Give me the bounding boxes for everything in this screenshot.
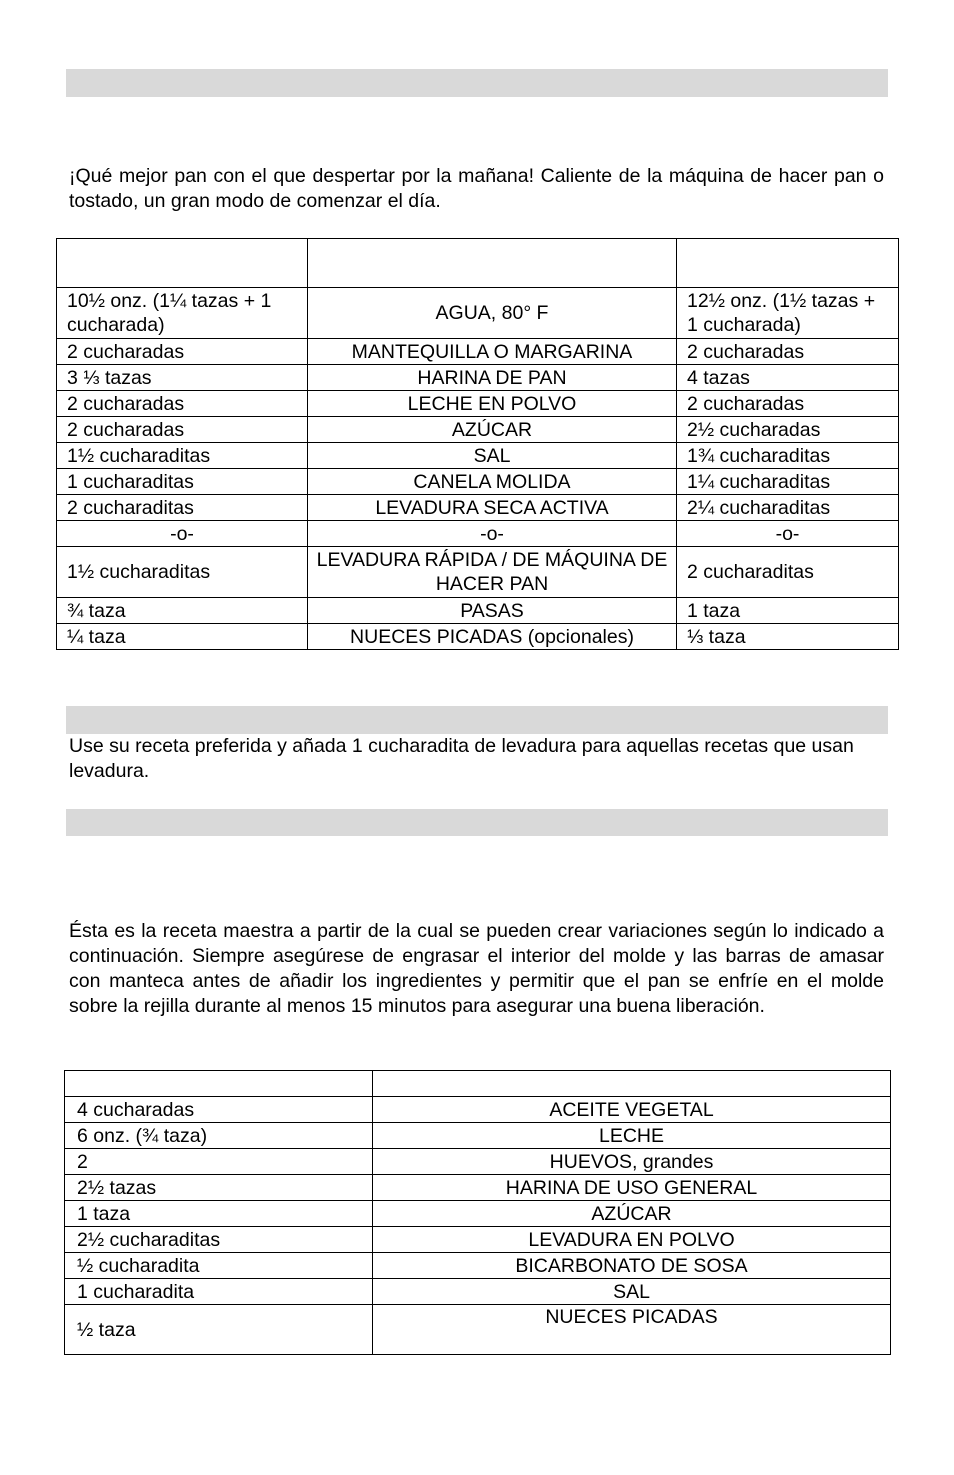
table-row xyxy=(57,365,899,391)
table-row xyxy=(65,1279,891,1305)
quantity: ½ taza xyxy=(65,1305,373,1355)
table-row xyxy=(57,417,899,443)
table-row xyxy=(57,495,899,521)
ingredient: BICARBONATO DE SOSA xyxy=(373,1253,891,1279)
or-label: -o- xyxy=(57,521,308,547)
intro-paragraph: ¡Qué mejor pan con el que despertar por la mañana! Caliente de la máquina de hacer pan o tostado, un gran modo de comenzar el día. xyxy=(69,165,884,212)
table-row xyxy=(65,1123,891,1149)
section-header-band-3 xyxy=(66,809,888,836)
quantity: 1 cucharadita xyxy=(65,1279,373,1305)
small-loaf-qty: 3 ⅓ tazas xyxy=(57,365,308,391)
bread-ingredients-table xyxy=(56,238,899,650)
table-header-row xyxy=(57,239,899,288)
ingredient: LECHE xyxy=(373,1123,891,1149)
small-loaf-qty: ¼ taza xyxy=(57,624,308,650)
header-cell xyxy=(308,239,677,288)
quick-bread-ingredients-table xyxy=(64,1070,891,1355)
small-loaf-qty: 2 cucharadas xyxy=(57,417,308,443)
ingredient: NUECES PICADAS (opcionales) xyxy=(308,624,677,650)
large-loaf-qty: 4 tazas xyxy=(677,365,899,391)
table-row-or-separator xyxy=(57,521,899,547)
table-row xyxy=(57,443,899,469)
small-loaf-qty: 10½ onz. (1¼ tazas + 1 cucharada) xyxy=(57,288,308,339)
table-row xyxy=(65,1149,891,1175)
ingredient: ACEITE VEGETAL xyxy=(373,1097,891,1123)
or-label: -o- xyxy=(308,521,677,547)
table-row xyxy=(57,624,899,650)
section-header-band-2 xyxy=(66,706,888,734)
ingredient: LECHE EN POLVO xyxy=(308,391,677,417)
quantity: 6 onz. (¾ taza) xyxy=(65,1123,373,1149)
ingredient: NUECES PICADAS xyxy=(373,1305,891,1355)
quantity: 4 cucharadas xyxy=(65,1097,373,1123)
small-loaf-qty: 1½ cucharaditas xyxy=(57,547,308,598)
header-cell xyxy=(677,239,899,288)
quantity: ½ cucharadita xyxy=(65,1253,373,1279)
large-loaf-qty: 1¼ cucharaditas xyxy=(677,469,899,495)
large-loaf-qty: 1 taza xyxy=(677,598,899,624)
ingredient: LEVADURA EN POLVO xyxy=(373,1227,891,1253)
small-loaf-qty: 1½ cucharaditas xyxy=(57,443,308,469)
table-row xyxy=(65,1175,891,1201)
large-loaf-qty: ⅓ taza xyxy=(677,624,899,650)
table-row xyxy=(65,1201,891,1227)
ingredient: AZÚCAR xyxy=(308,417,677,443)
ingredient: AZÚCAR xyxy=(373,1201,891,1227)
table-row xyxy=(57,469,899,495)
ingredient: SAL xyxy=(373,1279,891,1305)
large-loaf-qty: 2 cucharadas xyxy=(677,339,899,365)
large-loaf-qty: 2¼ cucharaditas xyxy=(677,495,899,521)
header-cell xyxy=(373,1071,891,1097)
small-loaf-qty: 1 cucharaditas xyxy=(57,469,308,495)
quantity: 2 xyxy=(65,1149,373,1175)
table-row xyxy=(65,1253,891,1279)
header-cell xyxy=(65,1071,373,1097)
large-loaf-qty: 1¾ cucharaditas xyxy=(677,443,899,469)
large-loaf-qty: 2½ cucharadas xyxy=(677,417,899,443)
small-loaf-qty: 2 cucharadas xyxy=(57,339,308,365)
ingredient: SAL xyxy=(308,443,677,469)
table-row xyxy=(57,598,899,624)
ingredient: HUEVOS, grandes xyxy=(373,1149,891,1175)
ingredient: HARINA DE USO GENERAL xyxy=(373,1175,891,1201)
section-header-band-1 xyxy=(66,69,888,97)
small-loaf-qty: 2 cucharadas xyxy=(57,391,308,417)
table-row xyxy=(57,339,899,365)
ingredient: AGUA, 80° F xyxy=(308,288,677,339)
table-row xyxy=(57,391,899,417)
large-loaf-qty: 2 cucharaditas xyxy=(677,547,899,598)
table-row xyxy=(65,1305,891,1355)
large-loaf-qty: 2 cucharadas xyxy=(677,391,899,417)
section3-paragraph: Ésta es la receta maestra a partir de la cual se pueden crear variaciones según lo indicado a continuación. Siempre asegúrese de engrasar el interior del molde y las barras de amasar con manteca antes de añadir los ingredientes y permitir que el pan se enfríe en el molde sobre la rejilla durante al menos 15 minutos para asegurar una buena liberación. xyxy=(69,920,884,1017)
quantity: 2½ cucharaditas xyxy=(65,1227,373,1253)
quantity: 1 taza xyxy=(65,1201,373,1227)
small-loaf-qty: ¾ taza xyxy=(57,598,308,624)
header-cell xyxy=(57,239,308,288)
ingredient: HARINA DE PAN xyxy=(308,365,677,391)
ingredient: PASAS xyxy=(308,598,677,624)
large-loaf-qty: 12½ onz. (1½ tazas + 1 cucharada) xyxy=(677,288,899,339)
table-row xyxy=(65,1097,891,1123)
ingredient: CANELA MOLIDA xyxy=(308,469,677,495)
table-row xyxy=(57,547,899,598)
table-row xyxy=(57,288,899,339)
ingredient: LEVADURA SECA ACTIVA xyxy=(308,495,677,521)
ingredient: MANTEQUILLA O MARGARINA xyxy=(308,339,677,365)
table-header-row xyxy=(65,1071,891,1097)
ingredient: LEVADURA RÁPIDA / DE MÁQUINA DE HACER PAN xyxy=(308,547,677,598)
small-loaf-qty: 2 cucharaditas xyxy=(57,495,308,521)
table-row xyxy=(65,1227,891,1253)
section2-paragraph: Use su receta preferida y añada 1 cucharadita de levadura para aquellas recetas que usan levadura. xyxy=(69,735,854,782)
quantity: 2½ tazas xyxy=(65,1175,373,1201)
or-label: -o- xyxy=(677,521,899,547)
